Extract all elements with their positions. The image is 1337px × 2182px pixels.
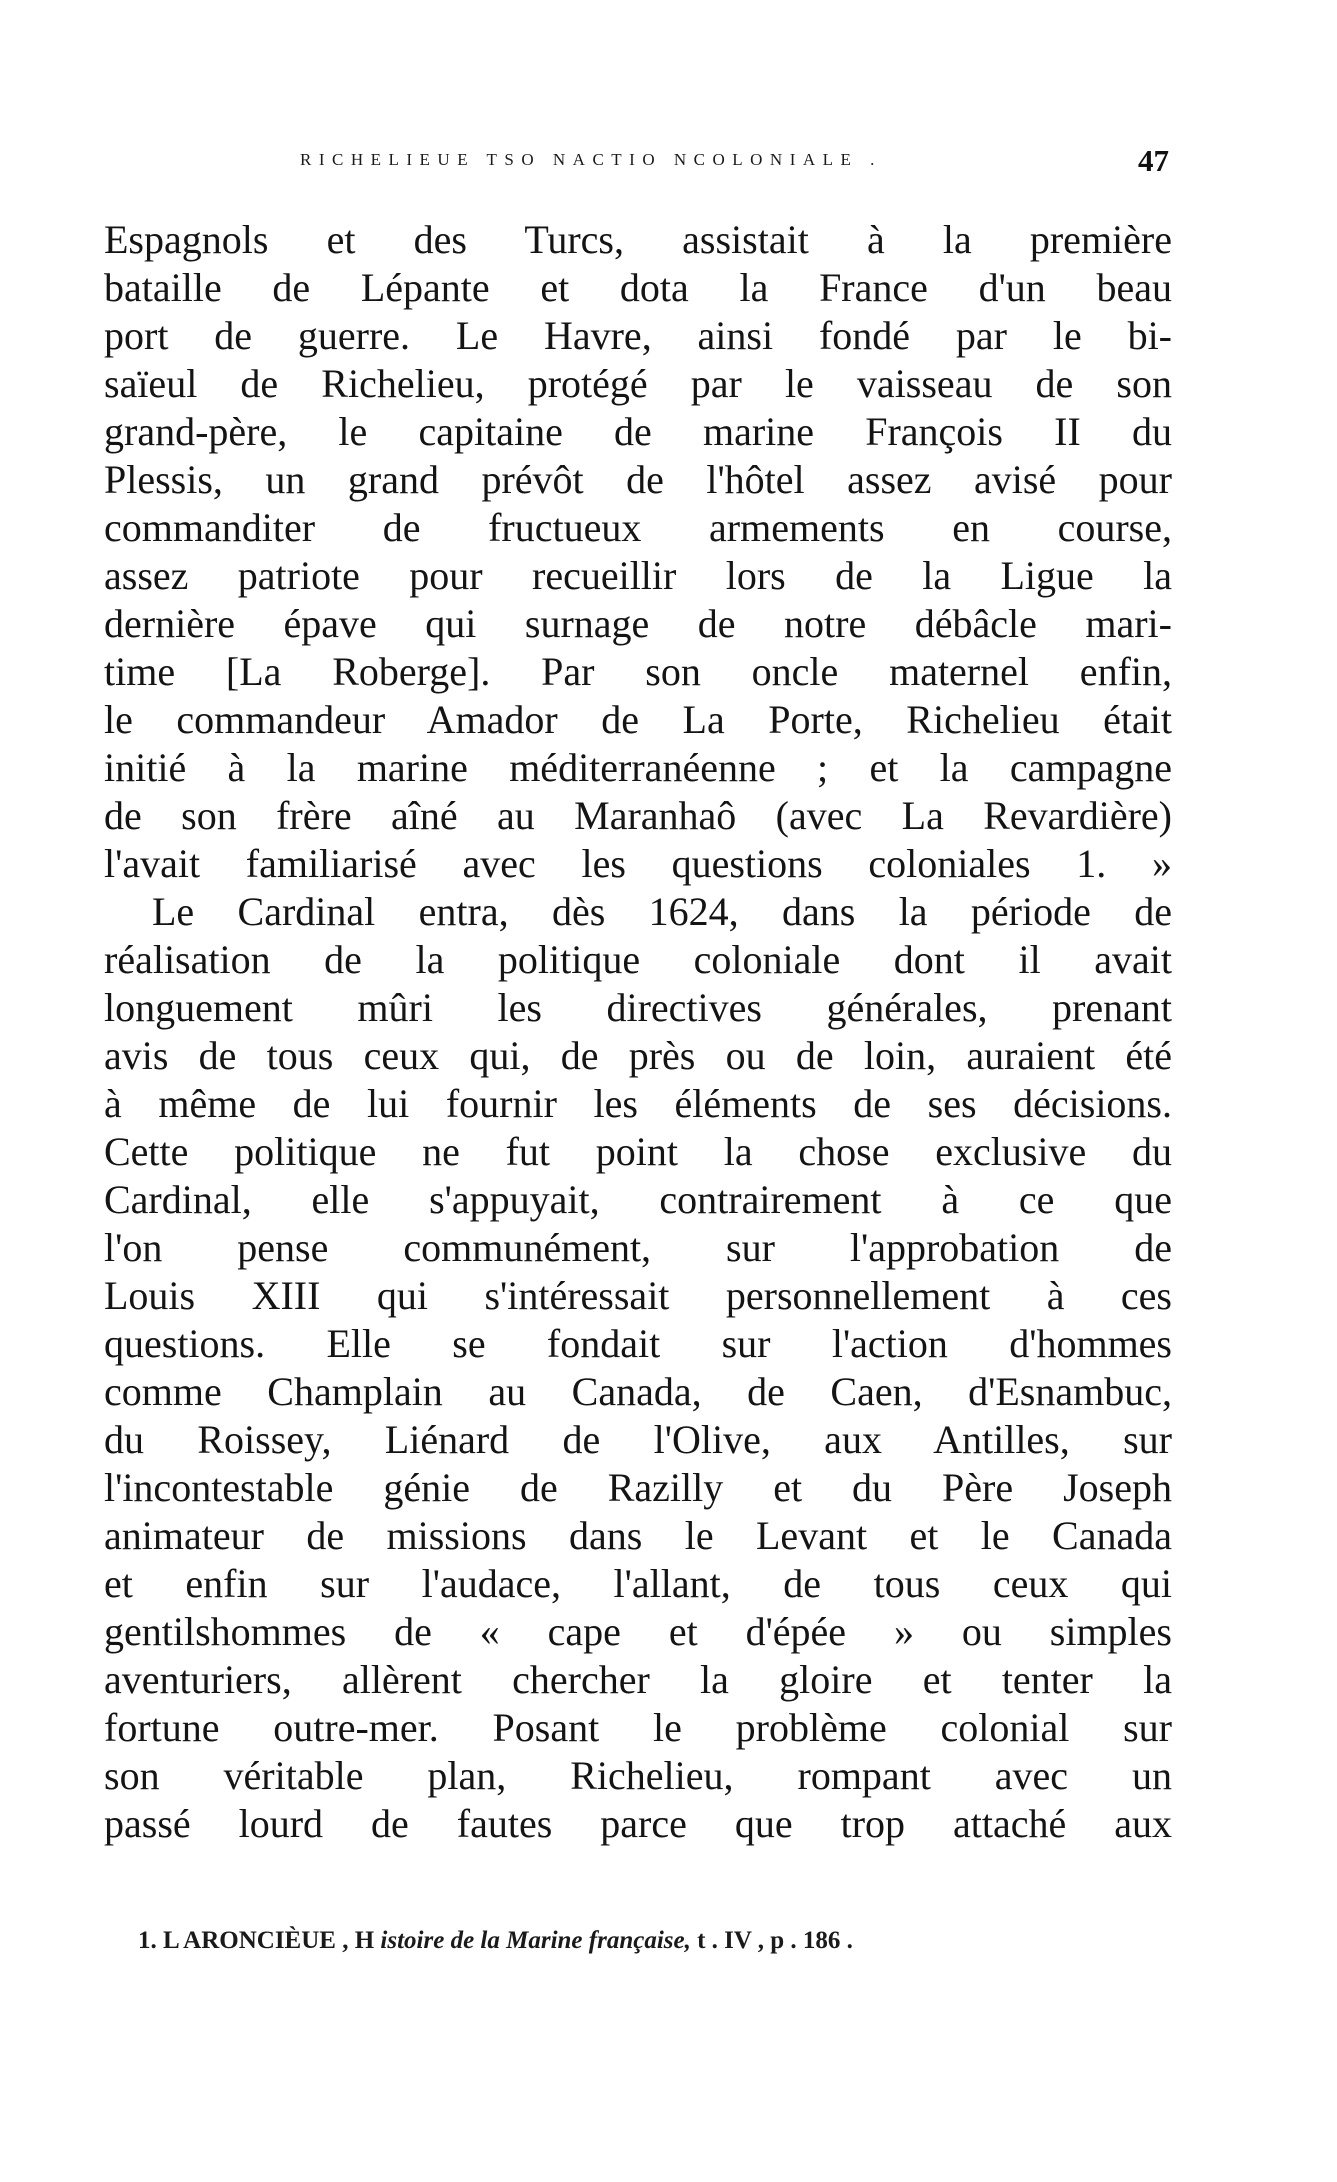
text-line: du Roissey, Liénard de l'Olive, aux Antilles, sur: [104, 1417, 1172, 1462]
text-line: l'incontestable génie de Razilly et du Père Joseph: [104, 1465, 1172, 1510]
text-line: questions. Elle se fondait sur l'action d'hommes: [104, 1321, 1172, 1366]
text-line: initié à la marine méditerranéenne ; et la campagne: [104, 745, 1172, 790]
text-line: Louis XIII qui s'intéressait personnellement à ces: [104, 1273, 1172, 1318]
text-line: et enfin sur l'audace, l'allant, de tous ceux qui: [104, 1561, 1172, 1606]
footnote-reference: t . IV , p . 186 .: [697, 1927, 853, 1954]
text-line: port de guerre. Le Havre, ainsi fondé par le bi-: [104, 313, 1172, 358]
paragraph-2: [104, 888, 1172, 1848]
text-line: grand-père, le capitaine de marine François II du: [104, 409, 1172, 454]
text-line: Le Cardinal entra, dès 1624, dans la période de: [152, 889, 1172, 934]
page-number: 47: [1138, 143, 1169, 178]
text-line: réalisation de la politique coloniale dont il avait: [104, 937, 1172, 982]
text-line: l'avait familiarisé avec les questions coloniales 1. »: [104, 841, 1172, 886]
text-line: avis de tous ceux qui, de près ou de loin, auraient été: [104, 1033, 1172, 1078]
running-head: RICHELIEUE TSO NACTIO NCOLONIALE .: [300, 150, 882, 169]
text-line: l'on pense communément, sur l'approbation de: [104, 1225, 1172, 1270]
text-line: comme Champlain au Canada, de Caen, d'Esnambuc,: [104, 1369, 1172, 1414]
text-line: Espagnols et des Turcs, assistait à la première: [104, 217, 1172, 262]
footnote: [138, 1927, 853, 1955]
text-line: Plessis, un grand prévôt de l'hôtel assez avisé pour: [104, 457, 1172, 502]
text-line: aventuriers, allèrent chercher la gloire et tenter la: [104, 1657, 1172, 1702]
text-line: dernière épave qui surnage de notre débâcle mari-: [104, 601, 1172, 646]
text-line: longuement mûri les directives générales, prenant: [104, 985, 1172, 1030]
text-line: time [La Roberge]. Par son oncle maternel enfin,: [104, 649, 1172, 694]
text-line: à même de lui fournir les éléments de ses décisions.: [104, 1081, 1172, 1126]
text-line: fortune outre-mer. Posant le problème colonial sur: [104, 1705, 1172, 1750]
text-line: assez patriote pour recueillir lors de la Ligue la: [104, 553, 1172, 598]
footnote-book-title: istoire de la Marine française,: [380, 1927, 691, 1954]
text-line: Cardinal, elle s'appuyait, contrairement à ce que: [104, 1177, 1172, 1222]
text-line: son véritable plan, Richelieu, rompant avec un: [104, 1753, 1172, 1798]
text-line: de son frère aîné au Maranhaô (avec La Revardière): [104, 793, 1172, 838]
body-text: [104, 216, 1172, 1848]
text-line: le commandeur Amador de La Porte, Richelieu était: [104, 697, 1172, 742]
text-line: animateur de missions dans le Levant et le Canada: [104, 1513, 1172, 1558]
paragraph-1: [104, 216, 1172, 888]
text-line: bataille de Lépante et dota la France d'un beau: [104, 265, 1172, 310]
text-line: commanditer de fructueux armements en course,: [104, 505, 1172, 550]
text-line: gentilshommes de « cape et d'épée » ou simples: [104, 1609, 1172, 1654]
footnote-author: 1. L ARONCIÈUE , H: [138, 1927, 375, 1954]
text-line: passé lourd de fautes parce que trop attaché aux: [104, 1801, 1172, 1846]
text-line: Cette politique ne fut point la chose exclusive du: [104, 1129, 1172, 1174]
text-line: saïeul de Richelieu, protégé par le vaisseau de son: [104, 361, 1172, 406]
